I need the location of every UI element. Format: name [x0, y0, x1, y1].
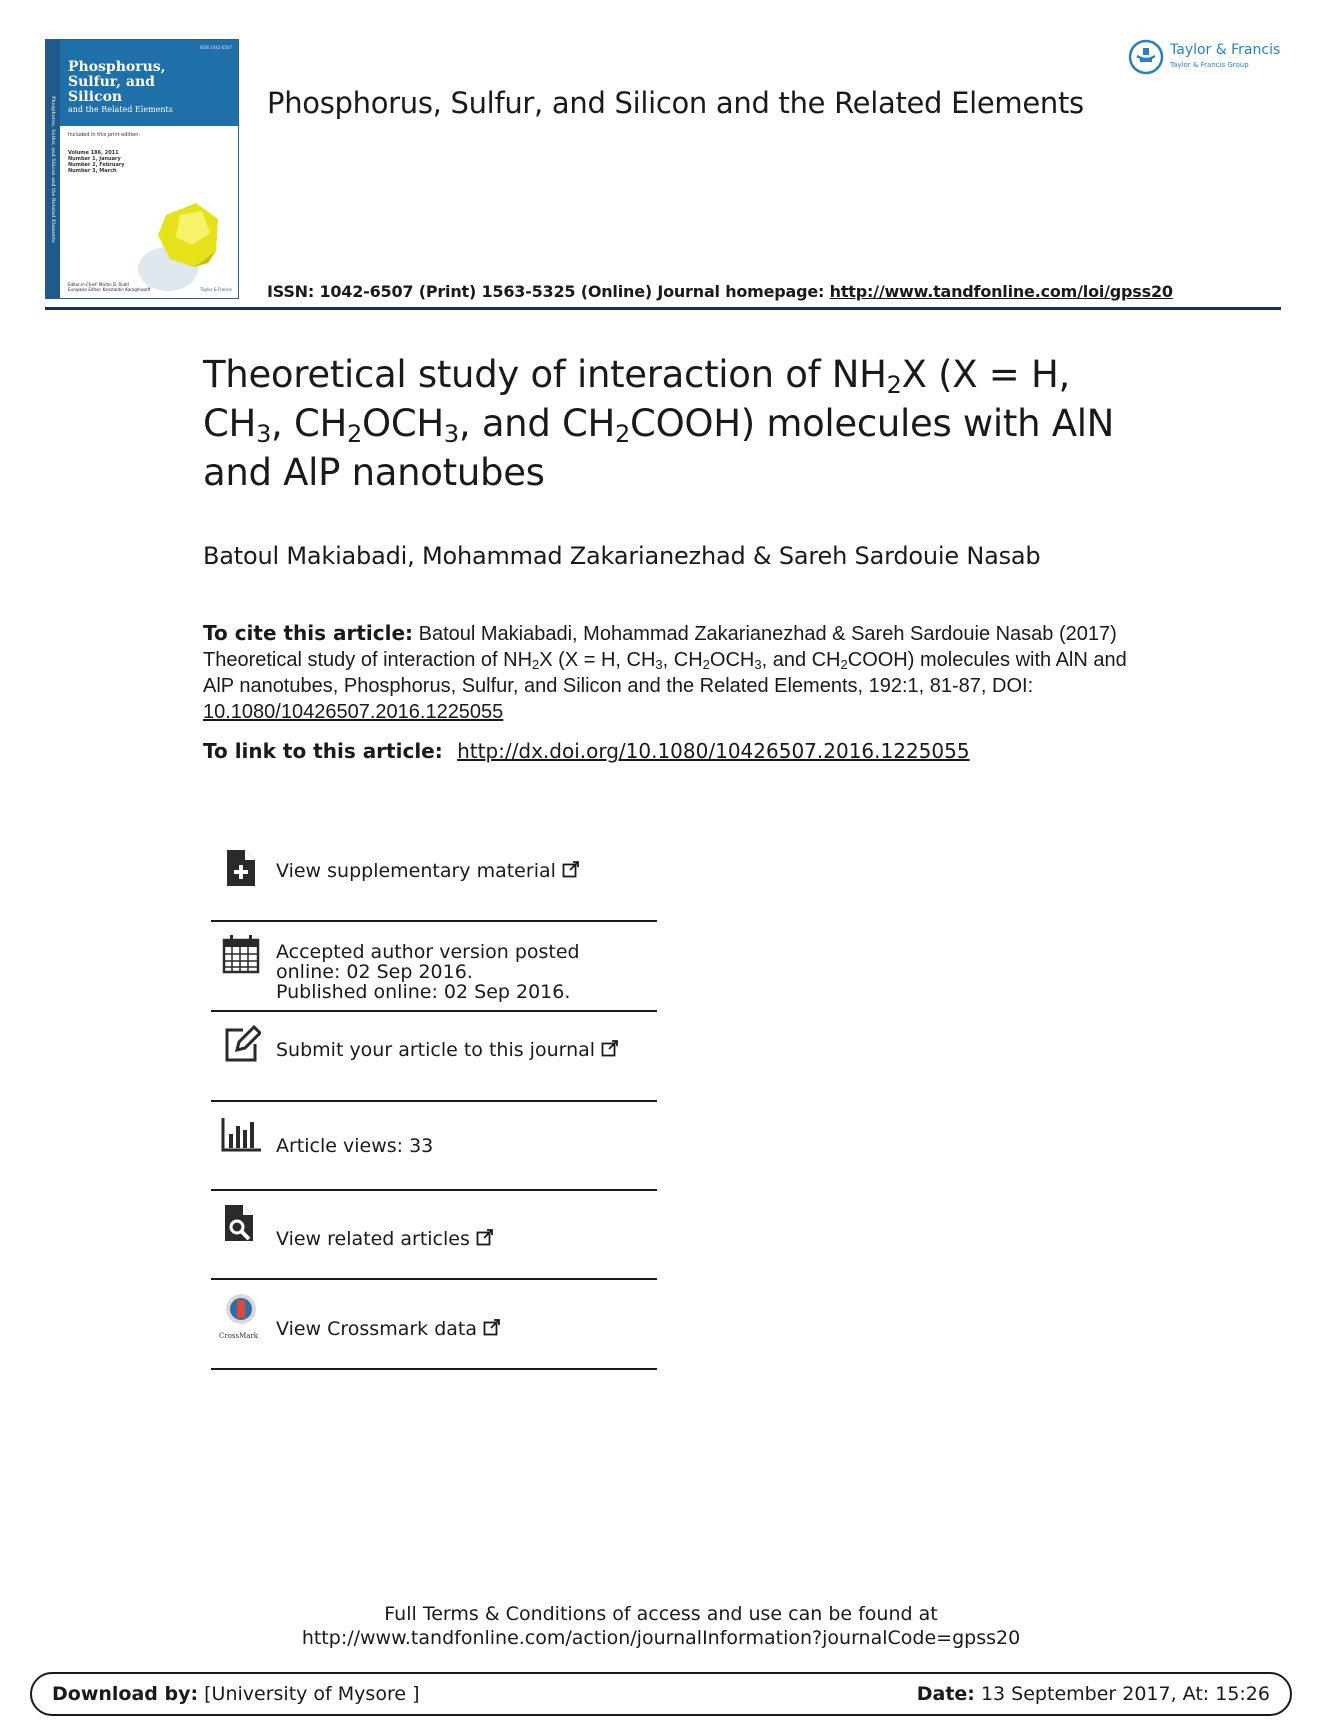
terms-url[interactable]: http://www.tandfonline.com/action/journalInformation?journalCode=gpss20 [301, 1627, 1021, 1649]
edit-icon [221, 1024, 261, 1064]
cover-header-band [60, 40, 238, 126]
supplementary-material-item[interactable] [211, 836, 657, 922]
link-label: To link to this article: [203, 739, 443, 763]
download-label: Download by: [52, 1683, 199, 1705]
journal-homepage-link[interactable]: http://www.tandfonline.com/loi/gpss20 [829, 282, 1173, 301]
cover-editors [68, 282, 150, 292]
accepted-date: Accepted author version posted online: 02 Sep 2016. [276, 941, 580, 983]
publication-dates-text [276, 942, 649, 1002]
citation-text: , CH [662, 649, 703, 671]
title-subscript: 2 [347, 420, 363, 448]
title-subscript: 3 [443, 420, 459, 448]
citation-block [203, 620, 1153, 725]
article-authors: Batoul Makiabadi, Mohammad Zakarianezhad & Sareh Sardouie Nasab [203, 542, 1041, 570]
title-subscript: 2 [615, 420, 631, 448]
citation-subscript: 3 [754, 657, 762, 672]
cover-number: Number 1, January [68, 156, 121, 162]
cover-number: Number 2, February [68, 162, 125, 168]
external-link-icon [476, 1228, 494, 1246]
article-info-list [211, 836, 657, 1370]
issn-line [267, 282, 1173, 301]
cover-edition-info [68, 132, 140, 174]
article-title [203, 350, 1143, 497]
related-articles-item[interactable] [211, 1191, 657, 1280]
download-info [52, 1683, 420, 1705]
publisher-logo[interactable] [1128, 39, 1288, 79]
download-date [917, 1683, 1270, 1705]
issn-text: ISSN: 1042-6507 (Print) 1563-5325 (Online) Journal homepage: [267, 282, 825, 301]
publisher-group: Taylor & Francis Group [1170, 61, 1249, 69]
citation-subscript: 2 [840, 657, 848, 672]
download-value: [University of Mysore ] [204, 1683, 420, 1705]
title-text: COOH) molecules with AlN and AlP nanotubes [203, 402, 1115, 494]
date-label: Date: [916, 1683, 975, 1705]
citation-label: To cite this article: [203, 621, 414, 645]
supplementary-label: View supplementary material [276, 860, 556, 882]
terms-notice [0, 1602, 1322, 1650]
cover-title-line: Sulfur, and [68, 74, 155, 90]
calendar-icon [221, 934, 261, 974]
title-text: OCH [362, 402, 444, 445]
citation-text: Batoul Makiabadi, Mohammad Zakarianezhad & Sareh Sardouie Nasab (2017) Theoretical study of interaction of NH [203, 623, 1117, 671]
header-divider [45, 307, 1281, 310]
external-link-icon [483, 1318, 501, 1336]
article-views-text: Article views: 33 [276, 1135, 434, 1157]
journal-name: Phosphorus, Sulfur, and Silicon and the Related Elements [267, 86, 1084, 120]
cover-publisher-logo: Taylor & Francis [200, 287, 232, 292]
crossmark-text [276, 1318, 649, 1339]
crossmark-item[interactable] [211, 1280, 657, 1370]
title-text: Theoretical study of interaction of NH [203, 353, 887, 396]
cover-editor: Editor-in-Chief: Martin D. Rudd [68, 282, 129, 287]
cover-editor: European Editor: Konstantin Karaghiosoff [68, 287, 151, 292]
title-text: , CH [271, 402, 348, 445]
crossmark-label: View Crossmark data [276, 1318, 478, 1340]
title-text: X (X = H, CH [203, 353, 1070, 445]
citation-text: X (X = H, CH [539, 649, 656, 671]
article-link-row [203, 739, 970, 763]
submit-article-label: Submit your article to this journal [276, 1039, 596, 1061]
submit-article-text [276, 1039, 649, 1060]
bar-chart-icon [221, 1114, 261, 1154]
supplementary-material-text [276, 860, 649, 881]
crossmark-icon [221, 1292, 261, 1332]
related-articles-text [276, 1228, 649, 1249]
title-subscript: 3 [256, 420, 272, 448]
submit-article-item[interactable] [211, 1012, 657, 1102]
cover-title [68, 60, 173, 115]
citation-text: , and CH [761, 649, 841, 671]
publisher-name: Taylor & Francis [1170, 42, 1281, 58]
cover-edition-heading: Included in this print edition: [68, 132, 141, 138]
file-plus-icon [221, 848, 261, 888]
terms-line: Full Terms & Conditions of access and use can be found at [384, 1603, 938, 1625]
title-subscript: 2 [886, 371, 902, 399]
publication-dates-item [211, 922, 657, 1012]
taylor-francis-logo-icon [1128, 39, 1164, 75]
doi-link[interactable]: 10.1080/10426507.2016.1225055 [203, 701, 504, 723]
crossmark-logo-text: CrossMark [219, 1332, 259, 1340]
citation-text: OCH [709, 649, 755, 671]
date-value: 13 September 2017, At: 15:26 [980, 1683, 1270, 1705]
cover-subtitle: and the Related Elements [68, 105, 173, 114]
cover-volume: Volume 186, 2011 [68, 150, 119, 156]
file-search-icon [221, 1203, 261, 1243]
cover-title-line: Phosphorus, [68, 59, 166, 75]
cover-title-line: Silicon [68, 89, 123, 105]
citation-text: COOH) molecules with AlN and AlP nanotubes, Phosphorus, Sulfur, and Silicon and the Related Elements, 192:1, 81-87, DOI: [203, 649, 1127, 697]
cover-spine: Phosphorus, Sulfur, and Silicon and the Related Elements [46, 40, 60, 298]
external-link-icon [562, 860, 580, 878]
article-permalink[interactable]: http://dx.doi.org/10.1080/10426507.2016.1225055 [457, 739, 970, 763]
article-views-item [211, 1102, 657, 1191]
related-articles-label: View related articles [276, 1228, 470, 1250]
download-footer [30, 1672, 1292, 1716]
title-text: , and CH [458, 402, 616, 445]
cover-issn: ISSN 1042-6507 [199, 45, 232, 50]
citation-subscript: 2 [702, 657, 710, 672]
citation-subscript: 2 [532, 657, 540, 672]
journal-cover [45, 39, 239, 299]
citation-subscript: 3 [655, 657, 663, 672]
published-date: Published online: 02 Sep 2016. [276, 981, 571, 1003]
external-link-icon [601, 1039, 619, 1057]
cover-number: Number 3, March [68, 168, 117, 174]
